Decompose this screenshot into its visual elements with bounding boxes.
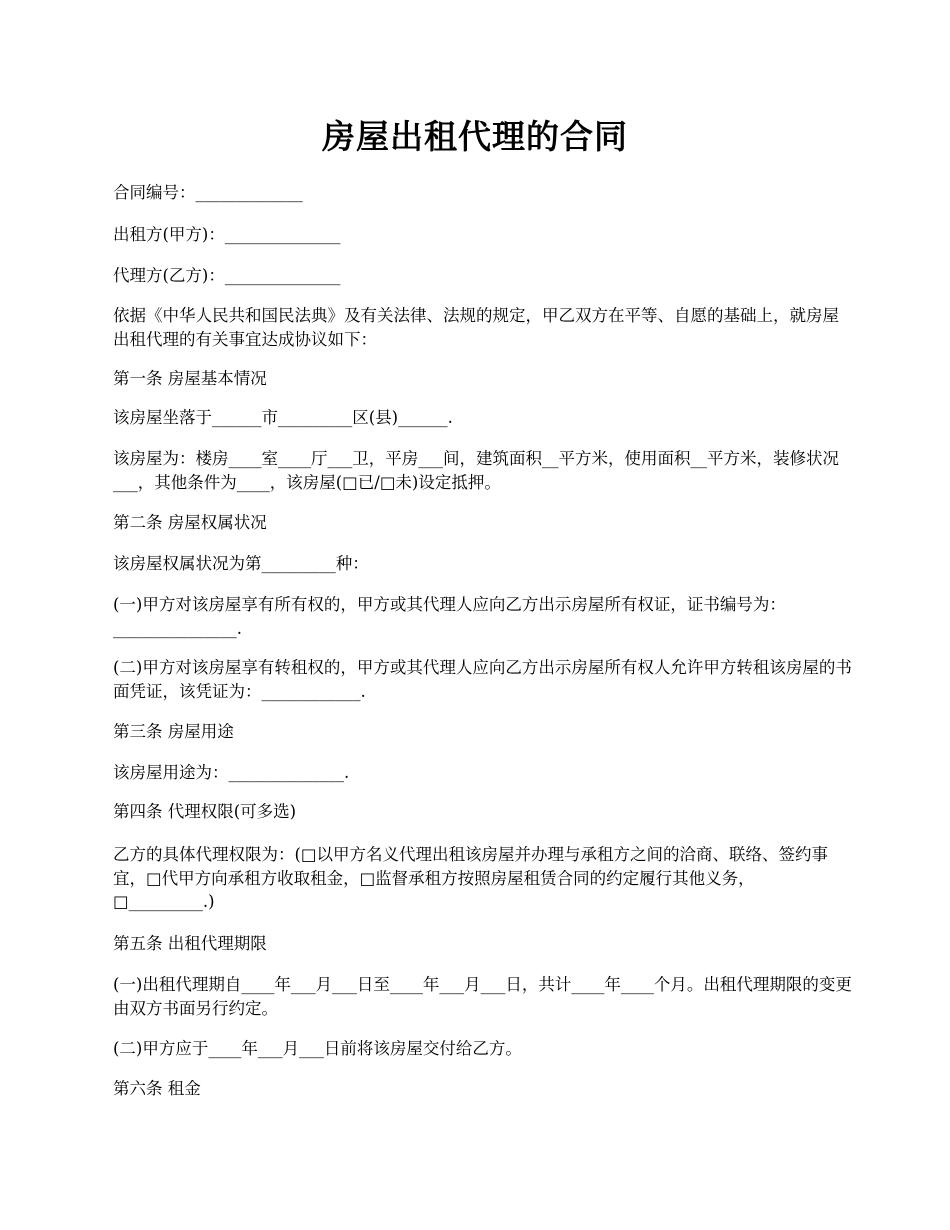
article-1-heading: 第一条 房屋基本情况 bbox=[113, 369, 267, 388]
contract-number-line: 合同编号：_____________ bbox=[113, 183, 303, 202]
article-5-clause-1: (一)出租代理期自____年___月___日至____年___月___日，共计____年____个月。出租代理期限的变更由双方书面另行约定。 bbox=[113, 975, 852, 1018]
article-5-heading: 第五条 出租代理期限 bbox=[113, 934, 267, 953]
article-2-clause-2: (二)甲方对该房屋享有转租权的，甲方或其代理人应向乙方出示房屋所有权人允许甲方转租该房屋的书面凭证，该凭证为：____________. bbox=[113, 658, 852, 701]
article-1-location: 该房屋坐落于______市_________区(县)______. bbox=[113, 408, 453, 427]
article-2-clause-1: (一)甲方对该房屋享有所有权的，甲方或其代理人应向乙方出示房屋所有权证，证书编号为：_______________. bbox=[113, 595, 786, 638]
article-4-scope: 乙方的具体代理权限为：(□以甲方名义代理出租该房屋并办理与承租方之间的洽商、联络、签约事宜，□代甲方向承租方收取租金，□监督承租方按照房屋租赁合同的约定履行其他义务，□_________.) bbox=[113, 845, 829, 911]
article-6-heading: 第六条 租金 bbox=[113, 1079, 201, 1098]
article-2-type: 该房屋权属状况为第_________种： bbox=[113, 554, 369, 573]
preamble-paragraph: 依据《中华人民共和国民法典》及有关法律、法规的规定，甲乙双方在平等、自愿的基础上，就房屋出租代理的有关事宜达成协议如下： bbox=[113, 306, 839, 349]
lessor-line: 出租方(甲方)：______________ bbox=[113, 225, 341, 244]
article-3-usage: 该房屋用途为：______________. bbox=[113, 763, 350, 782]
article-2-heading: 第二条 房屋权属状况 bbox=[113, 513, 267, 532]
agent-line: 代理方(乙方)：______________ bbox=[113, 266, 341, 285]
document-title: 房屋出租代理的合同 bbox=[322, 117, 628, 156]
article-3-heading: 第三条 房屋用途 bbox=[113, 722, 234, 741]
article-4-heading: 第四条 代理权限(可多选) bbox=[113, 802, 297, 821]
article-5-clause-2: (二)甲方应于____年___月___日前将该房屋交付给乙方。 bbox=[113, 1039, 522, 1058]
article-1-details: 该房屋为：楼房____室____厅___卫，平房___间，建筑面积__平方米，使用面积__平方米，装修状况___，其他条件为____，该房屋(□已/□未)设定抵押。 bbox=[113, 449, 839, 492]
